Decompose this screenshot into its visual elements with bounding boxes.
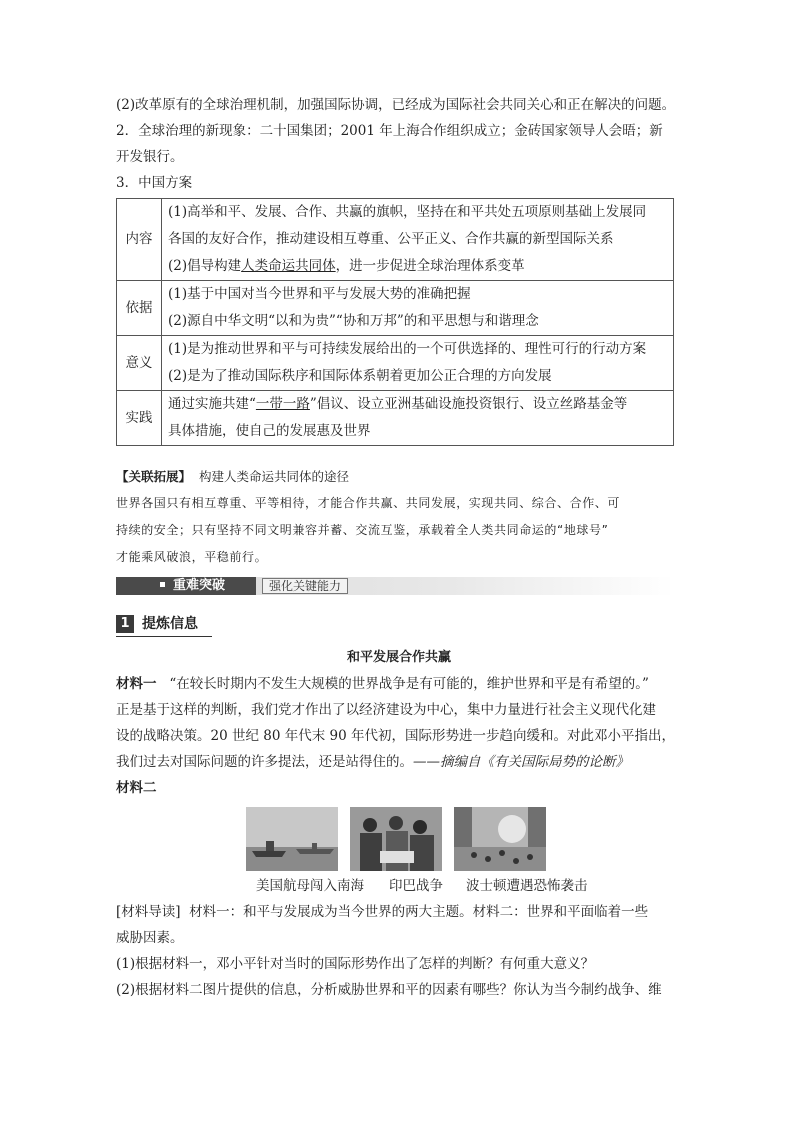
table-row (117, 199, 674, 281)
section-title: 提炼信息 (142, 616, 198, 632)
extension-heading: 构建人类命运共同体的途径 (198, 469, 349, 484)
cell-line: (1)高举和平、发展、合作、共赢的旗帜，坚持在和平共处五项原则基础上发展同 (168, 204, 647, 220)
cell-line: (2)源自中华文明“以和为贵”“协和万邦”的和平思想与和谐理念 (168, 313, 539, 329)
guide-label: [材料导读] (116, 904, 181, 920)
material-text-line (116, 749, 682, 775)
section-banner (116, 577, 674, 595)
caption-war: 印巴战争 (389, 878, 443, 894)
photo-captions (256, 873, 682, 899)
material-source: ——摘编自《有关国际局势的论断》 (413, 754, 629, 770)
underlined-term: 一带一路 (255, 396, 310, 412)
cell-line (168, 391, 667, 418)
guide-text: 威胁因素。 (116, 930, 184, 946)
cell-line: (1)基于中国对当今世界和平与发展大势的准确把握 (168, 286, 471, 302)
question-1: (1)根据材料一，邓小平针对当时的国际形势作出了怎样的判断？有何重大意义？ (116, 956, 595, 972)
section-heading (116, 613, 674, 635)
cell-text: ”倡议、设立亚洲基础设施投资银行、设立丝路基金等 (309, 396, 628, 412)
guide-text: 材料一：和平与发展成为当今世界的两大主题。材料二：世界和平面临着一些 (189, 904, 649, 920)
indo-pak-war-photo (350, 807, 442, 871)
cell-line: (1)是为推动世界和平与可持续发展给出的一个可供选择的、理性可行的行动方案 (168, 341, 647, 357)
table-row (117, 391, 674, 446)
section-rule (116, 636, 212, 637)
material-one-line (116, 671, 682, 697)
banner-dark (116, 577, 256, 595)
section-number: 1 (116, 615, 134, 633)
caption-boston: 波士顿遭遇恐怖袭击 (466, 878, 588, 894)
row-content (162, 281, 674, 336)
text-line: 3．中国方案 (116, 175, 193, 191)
row-head: 意义 (117, 336, 162, 391)
extension-title (116, 464, 682, 490)
extension-line: 世界各国只有相互尊重、平等相待，才能合作共赢、共同发展，实现共同、综合、合作、可 (116, 496, 621, 510)
material-title: 和平发展合作共赢 (346, 650, 451, 665)
boston-attack-photo (454, 807, 546, 871)
aircraft-carrier-photo (246, 807, 338, 871)
row-head: 实践 (117, 391, 162, 446)
row-content (162, 199, 674, 281)
material-two-label: 材料二 (116, 780, 157, 796)
square-icon (160, 582, 165, 587)
material-text: 我们过去对国际问题的许多提法，还是站得住的。 (116, 754, 413, 770)
question-2: (2)根据材料二图片提供的信息，分析威胁世界和平的因素有哪些？你认为当今制约战争、维 (116, 982, 662, 998)
table-row (117, 281, 674, 336)
cell-line (168, 253, 667, 280)
photo-strip (246, 807, 682, 873)
china-plan-table (116, 198, 674, 446)
cell-line: 具体措施，使自己的发展惠及世界 (168, 423, 371, 439)
banner-dark-label: 重难突破 (173, 578, 226, 593)
row-content (162, 336, 674, 391)
row-content (162, 391, 674, 446)
cell-text: ，进一步促进全球治理体系变革 (335, 258, 525, 274)
text-line: 2．全球治理的新现象：二十国集团；2001 年上海合作组织成立；金砖国家领导人会晤；新 (116, 123, 663, 139)
cell-text: (2)倡导构建 (168, 258, 242, 274)
cell-line: (2)是为了推动国际秩序和国际体系朝着更加公正合理的方向发展 (168, 368, 552, 384)
material-text: “在较长时期内不发生大规模的世界战争是有可能的，维护世界和平是有希望的。” (169, 676, 649, 692)
cell-line: 各国的友好合作，推动建设相互尊重、公平正义、合作共赢的新型国际关系 (168, 231, 614, 247)
row-head: 内容 (117, 199, 162, 281)
guide-line (116, 899, 682, 925)
extension-body (116, 490, 682, 571)
document-page (116, 92, 682, 1003)
table-row (117, 336, 674, 391)
material-text: 设的战略决策。20 世纪 80 年代末 90 年代初，国际形势进一步趋向缓和。对此邓小平指出， (116, 728, 675, 744)
row-head: 依据 (117, 281, 162, 336)
extension-line: 持续的安全；只有坚持不同文明兼容并蓄、交流互鉴，承载着全人类共同命运的“地球号” (116, 523, 609, 537)
text-line: 开发银行。 (116, 149, 184, 165)
extension-line: 才能乘风破浪，平稳前行。 (116, 550, 268, 564)
text-line: (2)改革原有的全球治理机制，加强国际协调，已经成为国际社会共同关心和正在解决的问题。 (116, 97, 676, 113)
banner-light: 强化关键能力 (262, 578, 348, 594)
underlined-term: 人类命运共同体 (241, 258, 336, 274)
material-text: 正是基于这样的判断，我们党才作出了以经济建设为中心，集中力量进行社会主义现代化建 (116, 702, 656, 718)
cell-text: 通过实施共建“ (168, 396, 256, 412)
extension-label: 【关联拓展】 (116, 469, 192, 484)
material-one-label: 材料一 (116, 676, 157, 692)
caption-carrier: 美国航母闯入南海 (256, 878, 364, 894)
